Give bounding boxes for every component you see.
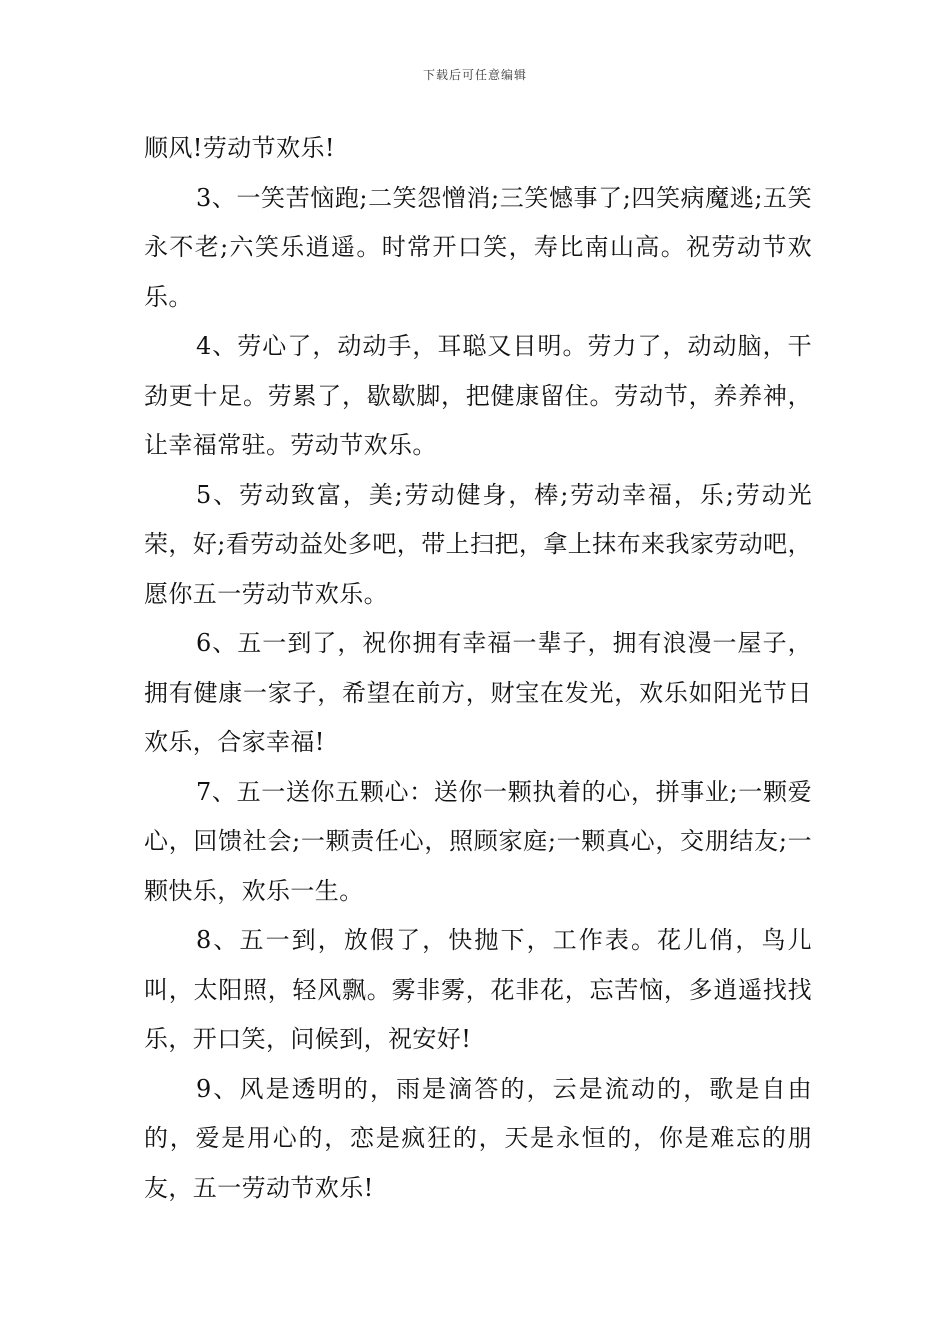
- paragraph-4: 4、劳心了，动动手，耳聪又目明。劳力了，动动脑，干劲更十足。劳累了，歇歇脚，把健康留住。劳动节，养养神，让幸福常驻。劳动节欢乐。: [144, 332, 812, 459]
- page-header-note: 下载后可任意编辑: [422, 68, 527, 82]
- paragraph-3: 3、一笑苦恼跑;二笑怨憎消;三笑憾事了;四笑病魔逃;五笑永不老;六笑乐逍遥。时常开口笑，寿比南山高。祝劳动节欢乐。: [144, 183, 812, 311]
- paragraph-6: 6、五一到了，祝你拥有幸福一辈子，拥有浪漫一屋子，拥有健康一家子，希望在前方，财宝在发光，欢乐如阳光节日欢乐，合家幸福!: [144, 629, 812, 756]
- paragraph-7: 7、五一送你五颗心：送你一颗执着的心，拼事业;一颗爱心，回馈社会;一颗责任心，照顾家庭;一颗真心，交朋结友;一颗快乐，欢乐一生。: [144, 777, 812, 905]
- paragraph-9: 9、风是透明的，雨是滴答的，云是流动的，歌是自由的，爱是用心的，恋是疯狂的，天是永恒的，你是难忘的朋友，五一劳动节欢乐!: [144, 1074, 812, 1202]
- document-body: [144, 124, 812, 1213]
- paragraph-8: 8、五一到，放假了，快抛下，工作表。花儿俏，鸟儿叫，太阳照，轻风飘。雾非雾，花非花，忘苦恼，多逍遥找找乐，开口笑，问候到，祝安好!: [144, 926, 812, 1053]
- paragraph-5: 5、劳动致富，美;劳动健身，棒;劳动幸福，乐;劳动光荣，好;看劳动益处多吧，带上扫把，拿上抹布来我家劳动吧，愿你五一劳动节欢乐。: [144, 480, 812, 608]
- paragraph-continued: 顺风!劳动节欢乐!: [144, 134, 335, 162]
